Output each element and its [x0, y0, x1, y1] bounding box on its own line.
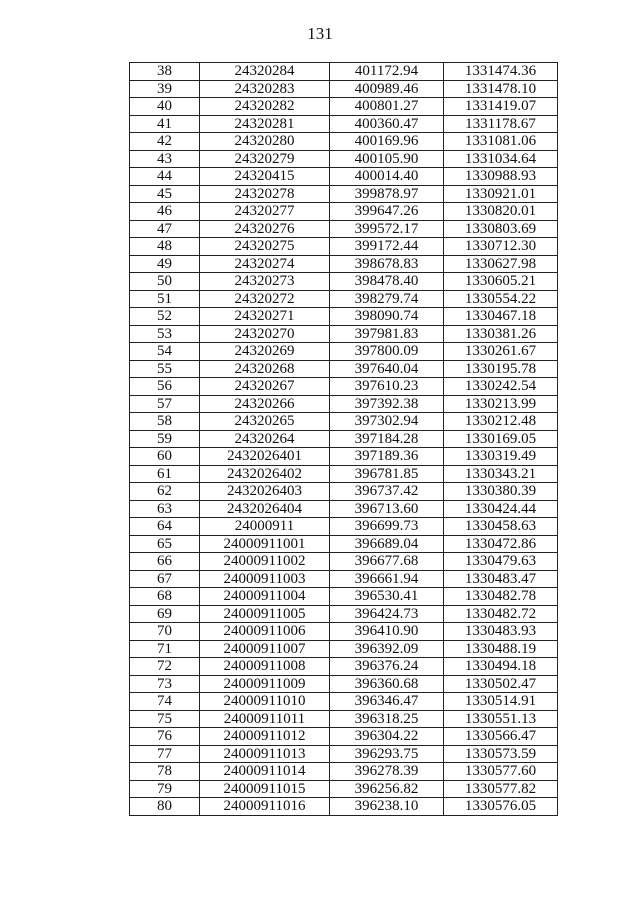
- y-coordinate-cell: 1330424.44: [444, 500, 558, 518]
- table-row: [130, 588, 558, 606]
- table-row: [130, 395, 558, 413]
- x-coordinate-cell: 396346.47: [330, 693, 444, 711]
- point-id-cell: 24320265: [200, 413, 330, 431]
- point-id-cell: 24000911001: [200, 535, 330, 553]
- table-row: [130, 693, 558, 711]
- point-id-cell: 24320274: [200, 255, 330, 273]
- table-row: [130, 605, 558, 623]
- x-coordinate-cell: 396318.25: [330, 710, 444, 728]
- y-coordinate-cell: 1330566.47: [444, 728, 558, 746]
- table-row: [130, 150, 558, 168]
- point-id-cell: 24320275: [200, 238, 330, 256]
- point-id-cell: 24000911009: [200, 675, 330, 693]
- x-coordinate-cell: 396392.09: [330, 640, 444, 658]
- x-coordinate-cell: 396781.85: [330, 465, 444, 483]
- point-id-cell: 24320269: [200, 343, 330, 361]
- table-row: [130, 220, 558, 238]
- table-row: [130, 640, 558, 658]
- y-coordinate-cell: 1331081.06: [444, 133, 558, 151]
- table-row: [130, 133, 558, 151]
- x-coordinate-cell: 396699.73: [330, 518, 444, 536]
- point-id-cell: 24000911003: [200, 570, 330, 588]
- y-coordinate-cell: 1330483.47: [444, 570, 558, 588]
- y-coordinate-cell: 1331034.64: [444, 150, 558, 168]
- y-coordinate-cell: 1330467.18: [444, 308, 558, 326]
- row-number-cell: 73: [130, 675, 200, 693]
- row-number-cell: 41: [130, 115, 200, 133]
- y-coordinate-cell: 1330195.78: [444, 360, 558, 378]
- table-row: [130, 780, 558, 798]
- row-number-cell: 61: [130, 465, 200, 483]
- table-row: [130, 115, 558, 133]
- point-id-cell: 24320282: [200, 98, 330, 116]
- x-coordinate-cell: 401172.94: [330, 63, 444, 81]
- y-coordinate-cell: 1330482.78: [444, 588, 558, 606]
- x-coordinate-cell: 397800.09: [330, 343, 444, 361]
- point-id-cell: 24320276: [200, 220, 330, 238]
- point-id-cell: 24000911004: [200, 588, 330, 606]
- row-number-cell: 65: [130, 535, 200, 553]
- row-number-cell: 59: [130, 430, 200, 448]
- x-coordinate-cell: 396278.39: [330, 763, 444, 781]
- x-coordinate-cell: 397640.04: [330, 360, 444, 378]
- x-coordinate-cell: 396304.22: [330, 728, 444, 746]
- point-id-cell: 24320272: [200, 290, 330, 308]
- row-number-cell: 55: [130, 360, 200, 378]
- y-coordinate-cell: 1330381.26: [444, 325, 558, 343]
- table-row: [130, 763, 558, 781]
- x-coordinate-cell: 400360.47: [330, 115, 444, 133]
- y-coordinate-cell: 1330514.91: [444, 693, 558, 711]
- point-id-cell: 24320267: [200, 378, 330, 396]
- point-id-cell: 24000911016: [200, 798, 330, 816]
- row-number-cell: 58: [130, 413, 200, 431]
- y-coordinate-cell: 1330488.19: [444, 640, 558, 658]
- point-id-cell: 24000911015: [200, 780, 330, 798]
- y-coordinate-cell: 1330921.01: [444, 185, 558, 203]
- y-coordinate-cell: 1330169.05: [444, 430, 558, 448]
- table-row: [130, 203, 558, 221]
- table-row: [130, 325, 558, 343]
- x-coordinate-cell: 399647.26: [330, 203, 444, 221]
- row-number-cell: 51: [130, 290, 200, 308]
- table-row: [130, 535, 558, 553]
- row-number-cell: 66: [130, 553, 200, 571]
- point-id-cell: 24320277: [200, 203, 330, 221]
- row-number-cell: 68: [130, 588, 200, 606]
- table-row: [130, 360, 558, 378]
- row-number-cell: 47: [130, 220, 200, 238]
- page-number: 131: [307, 24, 333, 43]
- row-number-cell: 80: [130, 798, 200, 816]
- y-coordinate-cell: 1330576.05: [444, 798, 558, 816]
- table-body: [130, 63, 558, 816]
- row-number-cell: 46: [130, 203, 200, 221]
- row-number-cell: 48: [130, 238, 200, 256]
- y-coordinate-cell: 1330483.93: [444, 623, 558, 641]
- y-coordinate-cell: 1330573.59: [444, 745, 558, 763]
- y-coordinate-cell: 1330820.01: [444, 203, 558, 221]
- point-id-cell: 24000911013: [200, 745, 330, 763]
- y-coordinate-cell: 1330712.30: [444, 238, 558, 256]
- row-number-cell: 43: [130, 150, 200, 168]
- x-coordinate-cell: 396410.90: [330, 623, 444, 641]
- point-id-cell: 24000911007: [200, 640, 330, 658]
- x-coordinate-cell: 396737.42: [330, 483, 444, 501]
- row-number-cell: 60: [130, 448, 200, 466]
- row-number-cell: 67: [130, 570, 200, 588]
- table-row: [130, 413, 558, 431]
- y-coordinate-cell: 1330261.67: [444, 343, 558, 361]
- row-number-cell: 71: [130, 640, 200, 658]
- y-coordinate-cell: 1330577.82: [444, 780, 558, 798]
- point-id-cell: 24000911002: [200, 553, 330, 571]
- point-id-cell: 24000911011: [200, 710, 330, 728]
- point-id-cell: 24320271: [200, 308, 330, 326]
- x-coordinate-cell: 398090.74: [330, 308, 444, 326]
- row-number-cell: 77: [130, 745, 200, 763]
- y-coordinate-cell: 1330213.99: [444, 395, 558, 413]
- x-coordinate-cell: 396677.68: [330, 553, 444, 571]
- point-id-cell: 24000911012: [200, 728, 330, 746]
- x-coordinate-cell: 396713.60: [330, 500, 444, 518]
- y-coordinate-cell: 1330988.93: [444, 168, 558, 186]
- row-number-cell: 76: [130, 728, 200, 746]
- y-coordinate-cell: 1330472.86: [444, 535, 558, 553]
- table-row: [130, 185, 558, 203]
- x-coordinate-cell: 397610.23: [330, 378, 444, 396]
- y-coordinate-cell: 1330627.98: [444, 255, 558, 273]
- table-row: [130, 710, 558, 728]
- x-coordinate-cell: 399878.97: [330, 185, 444, 203]
- x-coordinate-cell: 396238.10: [330, 798, 444, 816]
- y-coordinate-cell: 1331178.67: [444, 115, 558, 133]
- table-row: [130, 308, 558, 326]
- point-id-cell: 24320270: [200, 325, 330, 343]
- y-coordinate-cell: 1330212.48: [444, 413, 558, 431]
- row-number-cell: 45: [130, 185, 200, 203]
- point-id-cell: 24320283: [200, 80, 330, 98]
- y-coordinate-cell: 1330577.60: [444, 763, 558, 781]
- table-row: [130, 63, 558, 81]
- table-row: [130, 500, 558, 518]
- row-number-cell: 74: [130, 693, 200, 711]
- table-row: [130, 168, 558, 186]
- x-coordinate-cell: 400105.90: [330, 150, 444, 168]
- row-number-cell: 78: [130, 763, 200, 781]
- x-coordinate-cell: 396689.04: [330, 535, 444, 553]
- y-coordinate-cell: 1330242.54: [444, 378, 558, 396]
- point-id-cell: 24320415: [200, 168, 330, 186]
- point-id-cell: 24000911: [200, 518, 330, 536]
- row-number-cell: 44: [130, 168, 200, 186]
- table-row: [130, 728, 558, 746]
- x-coordinate-cell: 396530.41: [330, 588, 444, 606]
- x-coordinate-cell: 396293.75: [330, 745, 444, 763]
- row-number-cell: 39: [130, 80, 200, 98]
- x-coordinate-cell: 400169.96: [330, 133, 444, 151]
- x-coordinate-cell: 400989.46: [330, 80, 444, 98]
- x-coordinate-cell: 396424.73: [330, 605, 444, 623]
- table-row: [130, 448, 558, 466]
- y-coordinate-cell: 1330502.47: [444, 675, 558, 693]
- point-id-cell: 24000911014: [200, 763, 330, 781]
- row-number-cell: 54: [130, 343, 200, 361]
- row-number-cell: 38: [130, 63, 200, 81]
- y-coordinate-cell: 1331419.07: [444, 98, 558, 116]
- y-coordinate-cell: 1330482.72: [444, 605, 558, 623]
- row-number-cell: 62: [130, 483, 200, 501]
- point-id-cell: 2432026403: [200, 483, 330, 501]
- table-row: [130, 290, 558, 308]
- point-id-cell: 24320279: [200, 150, 330, 168]
- row-number-cell: 70: [130, 623, 200, 641]
- x-coordinate-cell: 397981.83: [330, 325, 444, 343]
- x-coordinate-cell: 396256.82: [330, 780, 444, 798]
- x-coordinate-cell: 396376.24: [330, 658, 444, 676]
- x-coordinate-cell: 398279.74: [330, 290, 444, 308]
- point-id-cell: 24320278: [200, 185, 330, 203]
- point-id-cell: 24000911005: [200, 605, 330, 623]
- point-id-cell: 24320264: [200, 430, 330, 448]
- y-coordinate-cell: 1330319.49: [444, 448, 558, 466]
- x-coordinate-cell: 397302.94: [330, 413, 444, 431]
- y-coordinate-cell: 1331474.36: [444, 63, 558, 81]
- y-coordinate-cell: 1330551.13: [444, 710, 558, 728]
- y-coordinate-cell: 1330803.69: [444, 220, 558, 238]
- x-coordinate-cell: 396360.68: [330, 675, 444, 693]
- point-id-cell: 24320280: [200, 133, 330, 151]
- row-number-cell: 63: [130, 500, 200, 518]
- y-coordinate-cell: 1330479.63: [444, 553, 558, 571]
- point-id-cell: 2432026401: [200, 448, 330, 466]
- point-id-cell: 24320266: [200, 395, 330, 413]
- x-coordinate-cell: 400014.40: [330, 168, 444, 186]
- table-row: [130, 798, 558, 816]
- table-row: [130, 343, 558, 361]
- table-row: [130, 483, 558, 501]
- table-row: [130, 430, 558, 448]
- table-row: [130, 273, 558, 291]
- row-number-cell: 53: [130, 325, 200, 343]
- row-number-cell: 42: [130, 133, 200, 151]
- x-coordinate-cell: 397189.36: [330, 448, 444, 466]
- point-id-cell: 24320284: [200, 63, 330, 81]
- point-id-cell: 2432026402: [200, 465, 330, 483]
- point-id-cell: 24320273: [200, 273, 330, 291]
- y-coordinate-cell: 1330605.21: [444, 273, 558, 291]
- table-row: [130, 465, 558, 483]
- table-row: [130, 745, 558, 763]
- row-number-cell: 72: [130, 658, 200, 676]
- table-row: [130, 570, 558, 588]
- table-row: [130, 80, 558, 98]
- table-row: [130, 658, 558, 676]
- row-number-cell: 50: [130, 273, 200, 291]
- x-coordinate-cell: 400801.27: [330, 98, 444, 116]
- y-coordinate-cell: 1330380.39: [444, 483, 558, 501]
- row-number-cell: 40: [130, 98, 200, 116]
- table-row: [130, 378, 558, 396]
- x-coordinate-cell: 396661.94: [330, 570, 444, 588]
- row-number-cell: 49: [130, 255, 200, 273]
- point-id-cell: 2432026404: [200, 500, 330, 518]
- point-id-cell: 24320281: [200, 115, 330, 133]
- row-number-cell: 75: [130, 710, 200, 728]
- x-coordinate-cell: 399172.44: [330, 238, 444, 256]
- row-number-cell: 57: [130, 395, 200, 413]
- point-id-cell: 24000911010: [200, 693, 330, 711]
- table-row: [130, 255, 558, 273]
- y-coordinate-cell: 1330458.63: [444, 518, 558, 536]
- table-row: [130, 98, 558, 116]
- x-coordinate-cell: 398478.40: [330, 273, 444, 291]
- point-id-cell: 24000911006: [200, 623, 330, 641]
- x-coordinate-cell: 397184.28: [330, 430, 444, 448]
- row-number-cell: 56: [130, 378, 200, 396]
- x-coordinate-cell: 399572.17: [330, 220, 444, 238]
- row-number-cell: 52: [130, 308, 200, 326]
- row-number-cell: 79: [130, 780, 200, 798]
- table-row: [130, 518, 558, 536]
- coordinates-table-container: [129, 62, 558, 816]
- coordinates-table: [129, 62, 558, 816]
- table-row: [130, 553, 558, 571]
- row-number-cell: 64: [130, 518, 200, 536]
- point-id-cell: 24320268: [200, 360, 330, 378]
- x-coordinate-cell: 398678.83: [330, 255, 444, 273]
- y-coordinate-cell: 1331478.10: [444, 80, 558, 98]
- y-coordinate-cell: 1330494.18: [444, 658, 558, 676]
- table-row: [130, 623, 558, 641]
- table-row: [130, 238, 558, 256]
- y-coordinate-cell: 1330343.21: [444, 465, 558, 483]
- x-coordinate-cell: 397392.38: [330, 395, 444, 413]
- table-row: [130, 675, 558, 693]
- y-coordinate-cell: 1330554.22: [444, 290, 558, 308]
- point-id-cell: 24000911008: [200, 658, 330, 676]
- row-number-cell: 69: [130, 605, 200, 623]
